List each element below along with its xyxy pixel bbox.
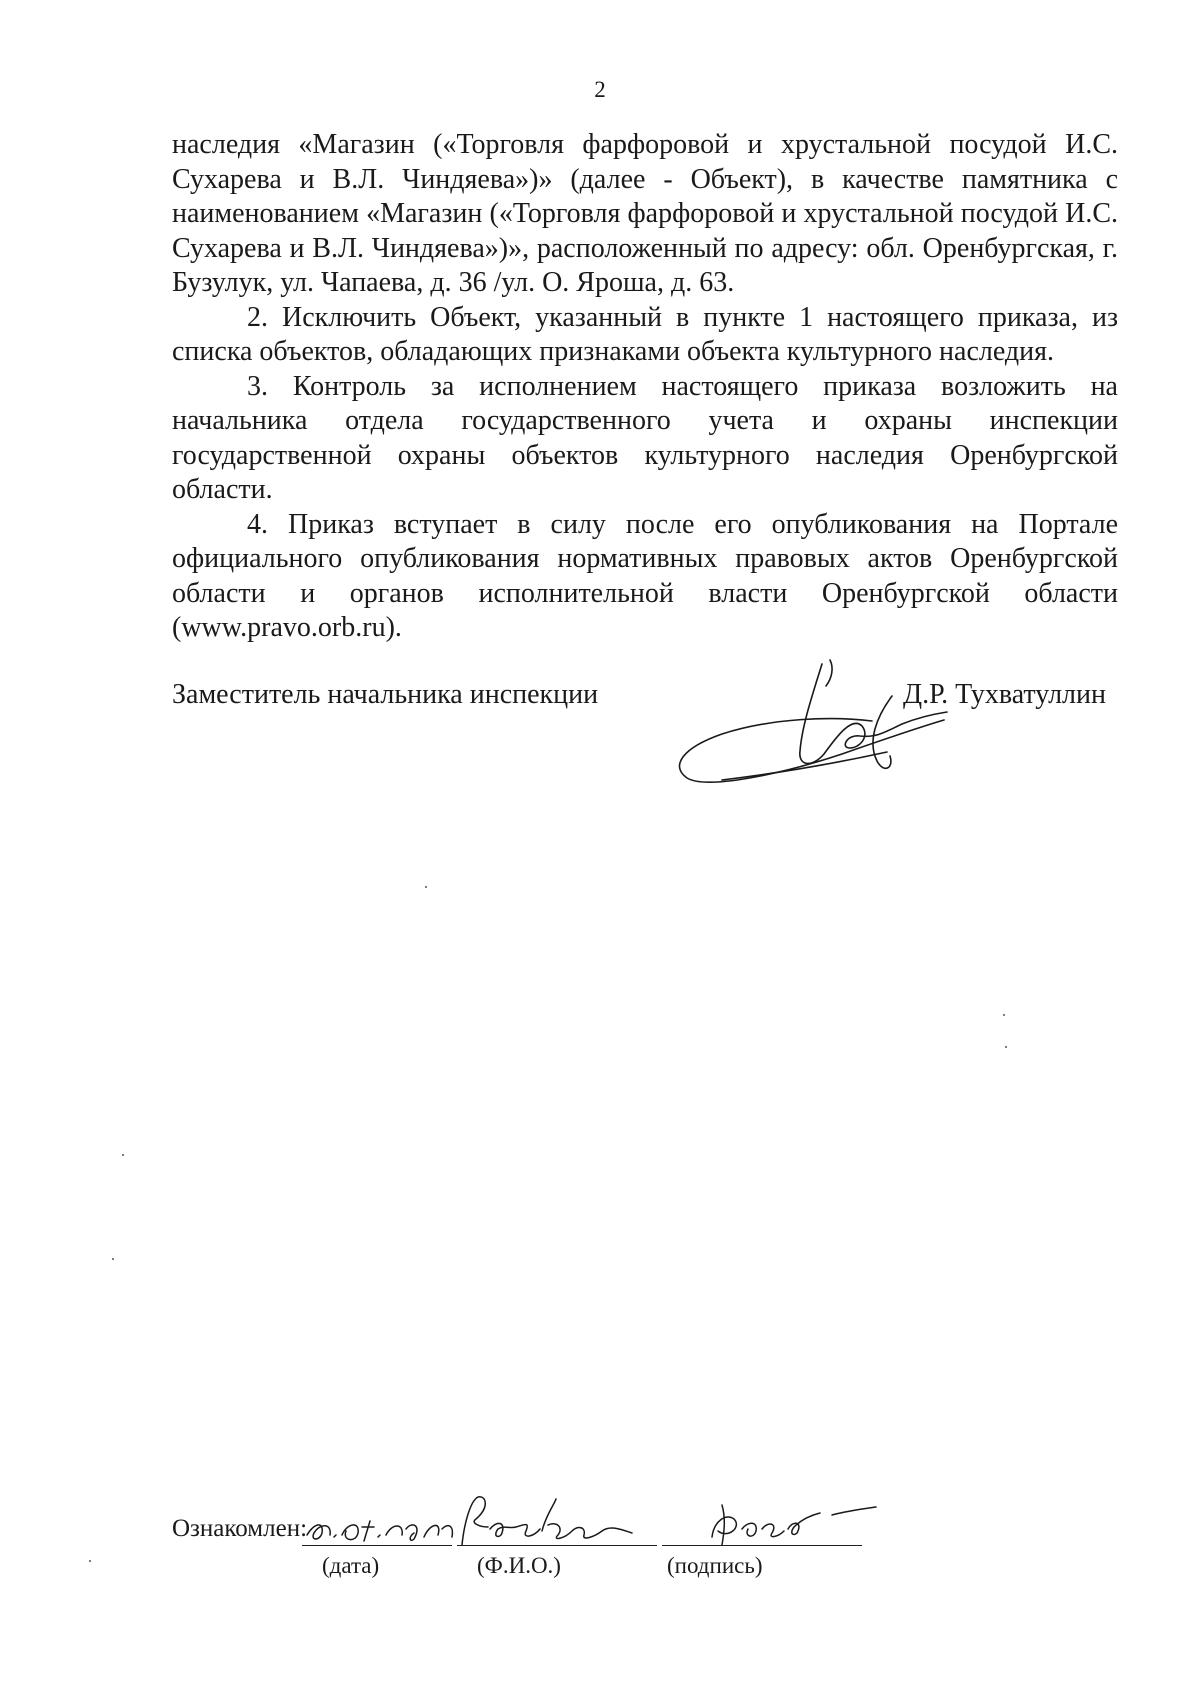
name-caption: (Ф.И.О.) bbox=[477, 1553, 561, 1578]
scan-speck bbox=[1005, 1046, 1007, 1048]
acknowledgement-block bbox=[172, 1493, 912, 1578]
page-number: 2 bbox=[594, 77, 606, 102]
acknowledgement-label: Ознакомлен: bbox=[172, 1515, 308, 1542]
scan-speck bbox=[122, 1154, 124, 1156]
paragraph-item-2: 2. Исключить Объект, указанный в пункте 1 настоящего приказа, из списка объектов, обладающих признаками объекта культурного наследия. bbox=[172, 301, 1118, 367]
document-body bbox=[172, 128, 1118, 646]
handwritten-acknowledgement bbox=[302, 1485, 892, 1555]
paragraph-continuation: наследия «Магазин («Торговля фарфоровой и хрустальной посудой И.С. Сухарева и В.Л. Чиндяева»)» (далее - Объект), в качестве памятника с наименованием «Магазин («Торговля фарфоровой и хрустальной посудой И.С. Сухарева и В.Л. Чиндяева»)», расположенный по адресу: обл. Оренбургская, г. Бузулук, ул. Чапаева, д. 36 /ул. О. Яроша, д. 63. bbox=[172, 129, 1118, 298]
paragraph-item-3: 3. Контроль за исполнением настоящего приказа возложить на начальника отдела государственного учета и охраны инспекции государственной охраны объектов культурного наследия Оренбургской области. bbox=[172, 370, 1118, 505]
handwritten-signature bbox=[662, 656, 952, 786]
signer-position: Заместитель начальника инспекции bbox=[172, 679, 599, 710]
scan-speck bbox=[1003, 1014, 1005, 1016]
scan-speck bbox=[112, 1258, 114, 1260]
signature-caption: (подпись) bbox=[667, 1553, 763, 1578]
scan-speck bbox=[425, 886, 427, 888]
date-caption: (дата) bbox=[322, 1553, 380, 1578]
scan-speck bbox=[89, 1560, 91, 1562]
paragraph-item-4: 4. Приказ вступает в силу после его опубликования на Портале официального опубликования нормативных правовых актов Оренбургской области и органов исполнительной власти Оренбургской области (www.pravo.orb.ru). bbox=[172, 508, 1118, 643]
signer-name: Д.Р. Тухватуллин bbox=[903, 679, 1106, 710]
signature-block bbox=[172, 668, 1118, 778]
